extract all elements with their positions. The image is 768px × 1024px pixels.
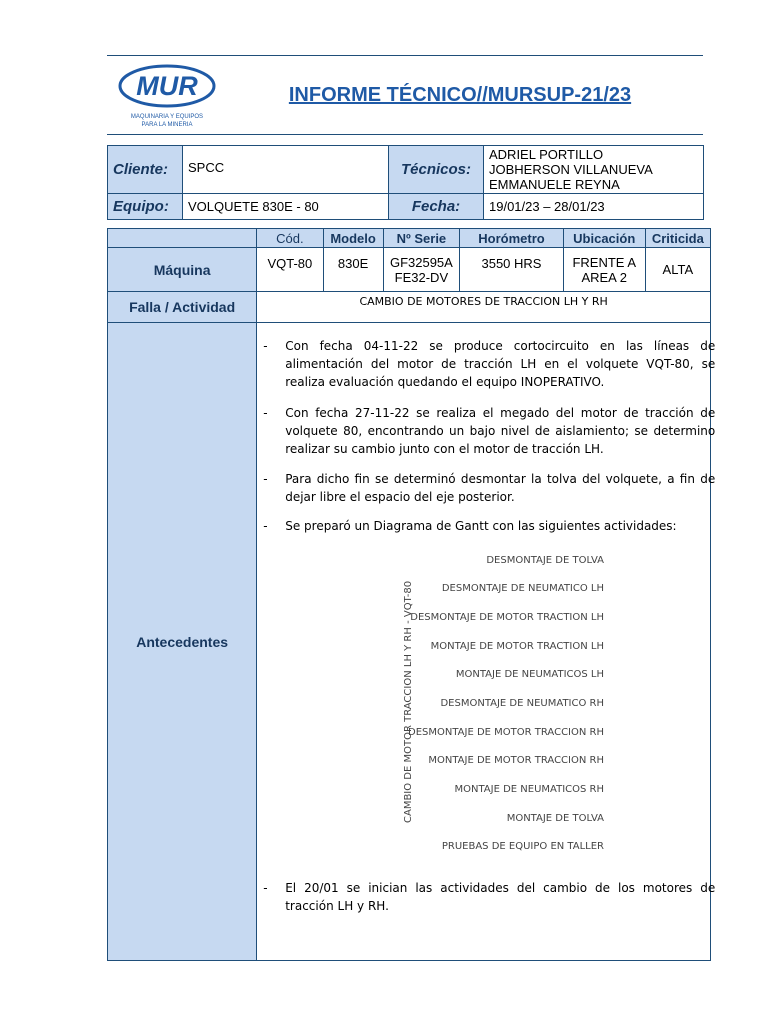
gantt-item: DESMONTAJE DE NEUMATICO RH (440, 698, 604, 709)
logo-tagline-2: PARA LA MINERIA (141, 122, 193, 128)
fecha-value: 19/01/23 – 28/01/23 (484, 194, 704, 220)
bullet-text: Con fecha 04-11-22 se produce cortocircuito en las líneas de alimentación del motor de tracción LH en el volquete VQT-80, se realiza evaluación quedando el equipo INOPERATIVO. (285, 339, 716, 389)
antecedentes-label: Antecedentes (108, 323, 257, 961)
antecedentes-body (257, 323, 716, 961)
bullet-text: Se preparó un Diagrama de Gantt con las siguientes actividades: (285, 519, 677, 533)
equipo-value: VOLQUETE 830E - 80 (183, 194, 389, 220)
gantt-item: MONTAJE DE NEUMATICOS LH (455, 669, 604, 680)
col-cod-header: Cód. (257, 229, 323, 248)
gantt-item: MONTAJE DE MOTOR TRACTION LH (430, 641, 604, 652)
ubicacion-value (563, 248, 645, 292)
report-title: INFORME TÉCNICO//MURSUP-21/23 (288, 84, 632, 106)
header-rule (107, 134, 703, 135)
tecnicos-value (484, 146, 704, 194)
mur-logo (117, 62, 217, 132)
tecnicos-label: Técnicos: (389, 146, 484, 194)
col-modelo-header: Modelo (323, 229, 383, 248)
cod-value: VQT-80 (257, 248, 323, 292)
logo-tagline-1: MAQUINARIA Y EQUIPOS (130, 114, 204, 120)
fecha-label: Fecha: (389, 194, 484, 220)
cliente-label: Cliente: (108, 146, 183, 194)
gantt-item: DESMONTAJE DE MOTOR TRACTION LH (410, 612, 604, 623)
ubicacion-line: FRENTE A (572, 254, 637, 270)
gantt-item: MONTAJE DE TOLVA (506, 813, 604, 824)
bullet-text: El 20/01 se inician las actividades del cambio de los motores de tracción LH y RH. (285, 881, 716, 913)
col-horometro-header: Horómetro (460, 229, 564, 248)
tecnico-name: EMMANUELE REYNA (489, 177, 620, 192)
gantt-item: PRUEBAS DE EQUIPO EN TALLER (441, 841, 604, 852)
cliente-value: SPCC (183, 146, 389, 194)
info-table (107, 145, 704, 220)
equipo-label: Equipo: (108, 194, 183, 220)
logo-text: MUR (136, 71, 198, 101)
gantt-item: DESMONTAJE DE TOLVA (486, 555, 604, 566)
blank-header (108, 229, 257, 248)
top-rule (107, 55, 703, 56)
main-table (107, 228, 716, 961)
criticidad-value: ALTA (645, 248, 710, 292)
serie-line: GF32595A (389, 254, 453, 270)
bullet-text: Para dicho fin se determinó desmontar la tolva del volquete, a fin de dejar libre el espacio del eje posterior. (285, 472, 716, 504)
col-ubicacion-header: Ubicación (563, 229, 645, 248)
ubicacion-line: AREA 2 (581, 269, 627, 285)
maquina-label: Máquina (108, 248, 257, 292)
antecedente-bullet: - Con fecha 04-11-22 se produce cortocircuito en las líneas de alimentación del motor de tracción LH en el volquete VQT-80, se realiza evaluación quedando el equipo INOPERATIVO. (263, 339, 716, 389)
tecnico-name: JOBHERSON VILLANUEVA (489, 162, 653, 177)
antecedente-bullet: - Con fecha 27-11-22 se realiza el megado del motor de tracción de volquete 80, encontrando un bajo nivel de aislamiento; se determino realizar su cambio junto con el motor de tracción LH. (263, 406, 716, 456)
gantt-title: CAMBIO DE MOTOR TRACCION LH Y RH - VQT-80 (403, 580, 415, 823)
falla-label: Falla / Actividad (108, 292, 257, 323)
serie-value (383, 248, 460, 292)
bullet-text: Con fecha 27-11-22 se realiza el megado del motor de tracción de volquete 80, encontrando un bajo nivel de aislamiento; se determino realizar su cambio junto con el motor de tracción LH. (285, 406, 716, 456)
modelo-value: 830E (323, 248, 383, 292)
antecedente-bullet: - El 20/01 se inician las actividades del cambio de los motores de tracción LH y RH. (263, 881, 716, 913)
col-criticidad-header: Criticida (645, 229, 710, 248)
falla-value: CAMBIO DE MOTORES DE TRACCION LH Y RH (257, 292, 711, 323)
antecedente-bullet: - Para dicho fin se determinó desmontar la tolva del volquete, a fin de dejar libre el espacio del eje posterior. (263, 472, 716, 504)
gantt-item: MONTAJE DE MOTOR TRACCION RH (428, 755, 604, 766)
antecedente-bullet: - Se preparó un Diagrama de Gantt con las siguientes actividades: (263, 517, 715, 535)
serie-line: FE32-DV (394, 269, 449, 285)
tecnico-name: ADRIEL PORTILLO (489, 147, 604, 162)
gantt-item: DESMONTAJE DE MOTOR TRACCION RH (408, 727, 604, 738)
col-serie-header: Nº Serie (383, 229, 460, 248)
gantt-item: MONTAJE DE NEUMATICOS RH (454, 784, 604, 795)
horometro-value: 3550 HRS (460, 248, 564, 292)
gantt-item: DESMONTAJE DE NEUMATICO LH (441, 583, 604, 594)
